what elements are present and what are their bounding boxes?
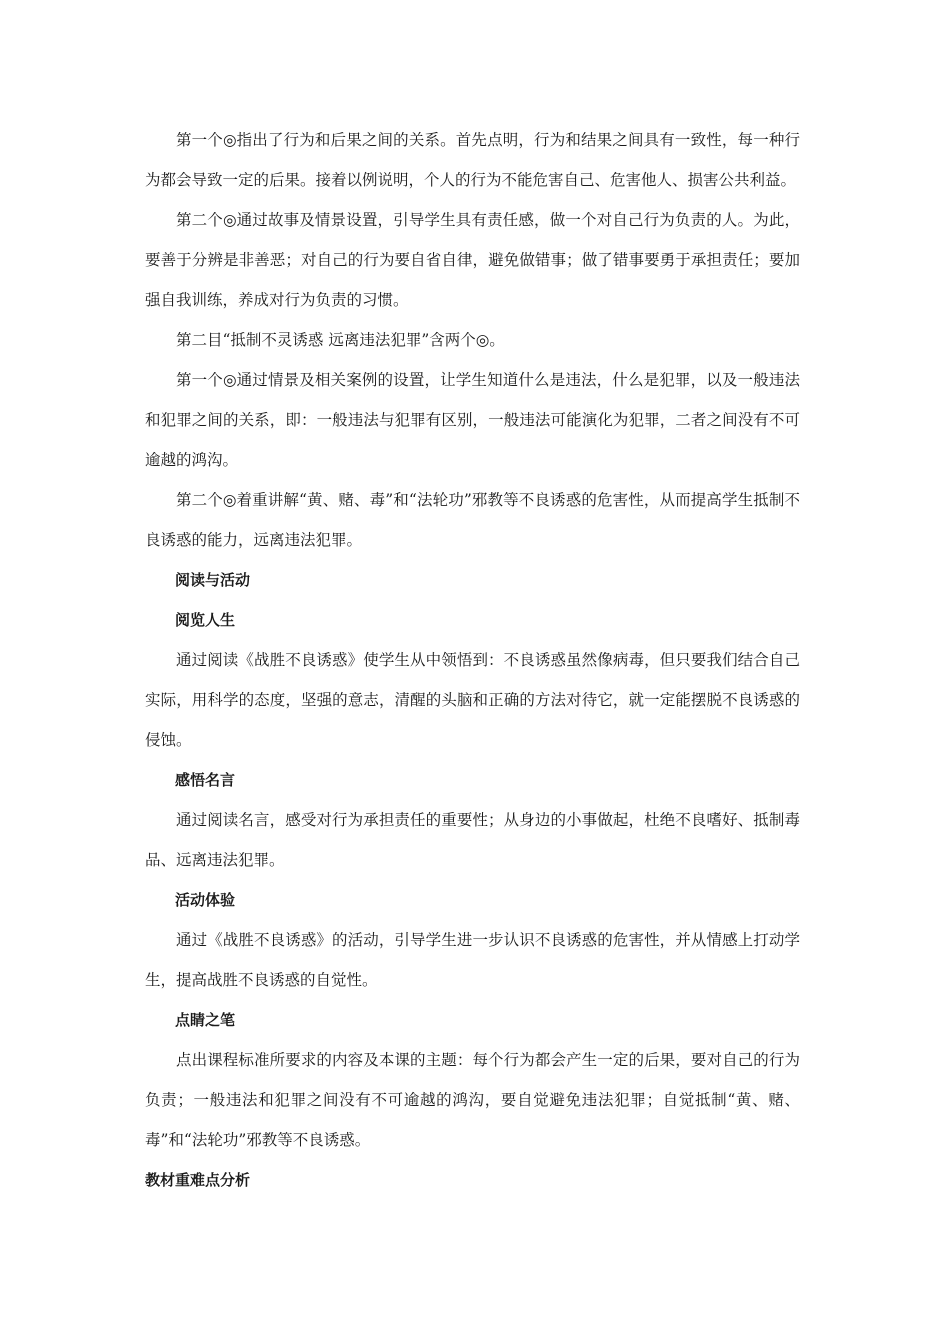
- paragraph-quotes: 通过阅读名言，感受对行为承担责任的重要性；从身边的小事做起，杜绝不良嗜好、抵制毒品、远离违法犯罪。: [145, 811, 800, 869]
- heading-reading-activity: 阅读与活动: [175, 571, 251, 589]
- paragraph-reading-life: 通过阅读《战胜不良诱惑》使学生从中领悟到：不良诱惑虽然像病毒，但只要我们结合自己实际，用科学的态度，坚强的意志，清醒的头脑和正确的方法对待它，就一定能摆脱不良诱惑的侵蚀。: [145, 651, 800, 749]
- document-page: [145, 120, 800, 1200]
- paragraph-second-point: 第二个◎通过故事及情景设置，引导学生具有责任感，做一个对自己行为负责的人。为此，要善于分辨是非善恶；对自己的行为要自省自律，避免做错事；做了错事要勇于承担责任；要加强自我训练，养成对行为负责的习惯。: [145, 211, 800, 309]
- heading-reading-life: 阅览人生: [175, 611, 236, 629]
- paragraph-first-point: 第一个◎指出了行为和后果之间的关系。首先点明，行为和结果之间具有一致性，每一种行为都会导致一定的后果。接着以例说明，个人的行为不能危害自己、危害他人、损害公共利益。: [145, 131, 800, 189]
- paragraph-activity: 通过《战胜不良诱惑》的活动，引导学生进一步认识不良诱惑的危害性，并从情感上打动学生，提高战胜不良诱惑的自觉性。: [145, 931, 800, 989]
- paragraph-finishing-touch: 点出课程标准所要求的内容及本课的主题：每个行为都会产生一定的后果，要对自己的行为负责；一般违法和犯罪之间没有不可逾越的鸿沟，要自觉避免违法犯罪；自觉抵制“黄、赌、毒”和“法轮功”邪教等不良诱惑。: [145, 1051, 800, 1149]
- paragraph-second-section: 第二目“抵制不灵诱惑 远离违法犯罪”含两个◎。: [176, 331, 505, 349]
- heading-activity: 活动体验: [175, 891, 236, 909]
- heading-finishing-touch: 点睛之笔: [175, 1011, 236, 1029]
- paragraph-illegal-crime: 第一个◎通过情景及相关案例的设置，让学生知道什么是违法，什么是犯罪，以及一般违法和犯罪之间的关系，即：一般违法与犯罪有区别，一般违法可能演化为犯罪，二者之间没有不可逾越的鸿沟。: [145, 371, 800, 469]
- heading-quotes: 感悟名言: [175, 771, 236, 789]
- heading-key-analysis: 教材重难点分析: [145, 1171, 251, 1189]
- paragraph-temptations: 第二个◎着重讲解“黄、赌、毒”和“法轮功”邪教等不良诱惑的危害性，从而提高学生抵制不良诱惑的能力，远离违法犯罪。: [145, 491, 800, 549]
